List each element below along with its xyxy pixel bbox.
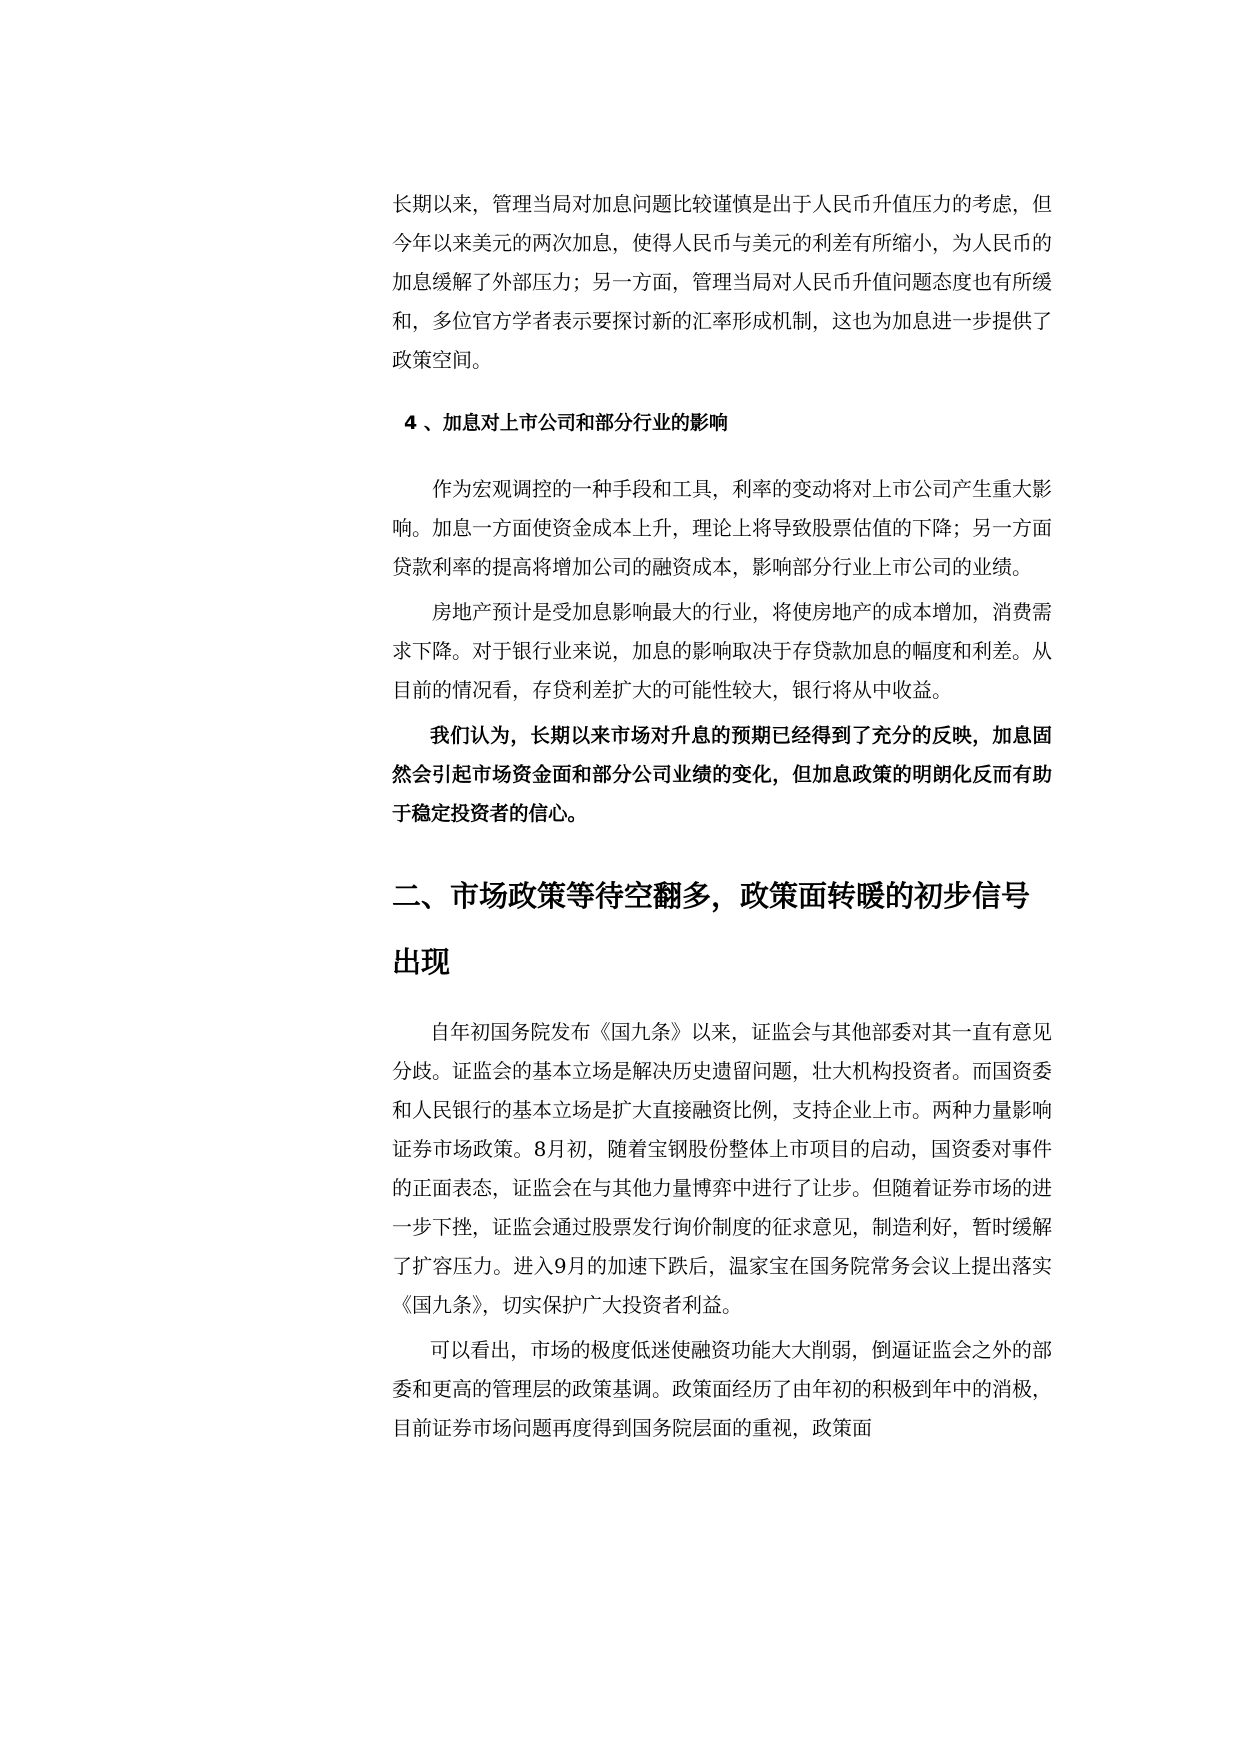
paragraph-rate-caution: 长期以来，管理当局对加息问题比较谨慎是出于人民币升值压力的考虑，但今年以来美元的两次加息，使得人民币与美元的利差有所缩小，为人民币的加息缓解了外部压力；另一方面，管理当局对人民币升值问题态度也有所缓和，多位官方学者表示要探讨新的汇率形成机制，这也为加息进一步提供了政策空间。	[392, 192, 1052, 372]
paragraph-real-estate: 房地产预计是受加息影响最大的行业，将使房地产的成本增加，消费需求下降。对于银行业来说，加息的影响取决于存贷款加息的幅度和利差。从目前的情况看，存贷利差扩大的可能性较大，银行将从中收益。	[392, 600, 1052, 702]
section-heading-2: 二、市场政策等待空翻多，政策面转暖的初步信号出现	[392, 879, 1031, 979]
paragraph-rate-impact: 作为宏观调控的一种手段和工具，利率的变动将对上市公司产生重大影响。加息一方面使资金成本上升，理论上将导致股票估值的下降；另一方面贷款利率的提高将增加公司的融资成本，影响部分行业上市公司的业绩。	[392, 477, 1052, 579]
paragraph-conclusion: 我们认为，长期以来市场对升息的预期已经得到了充分的反映，加息固然会引起市场资金面和部分公司业绩的变化，但加息政策的明朗化反而有助于稳定投资者的信心。	[392, 724, 1052, 825]
document-page	[392, 185, 1052, 1454]
section-heading-4: 4 、加息对上市公司和部分行业的影响	[404, 412, 728, 434]
paragraph-policy-shift: 可以看出，市场的极度低迷使融资功能大大削弱，倒逼证监会之外的部委和更高的管理层的政策基调。政策面经历了由年初的积极到年中的消极，目前证券市场问题再度得到国务院层面的重视，政策面	[392, 1338, 1052, 1440]
paragraph-policy-history: 自年初国务院发布《国九条》以来，证监会与其他部委对其一直有意见分歧。证监会的基本立场是解决历史遗留问题，壮大机构投资者。而国资委和人民银行的基本立场是扩大直接融资比例，支持企业上市。两种力量影响证券市场政策。8月初，随着宝钢股份整体上市项目的启动，国资委对事件的正面表态，证监会在与其他力量博弈中进行了让步。但随着证券市场的进一步下挫，证监会通过股票发行询价制度的征求意见，制造利好，暂时缓解了扩容压力。进入9月的加速下跌后，温家宝在国务院常务会议上提出落实《国九条》，切实保护广大投资者利益。	[392, 1020, 1052, 1317]
